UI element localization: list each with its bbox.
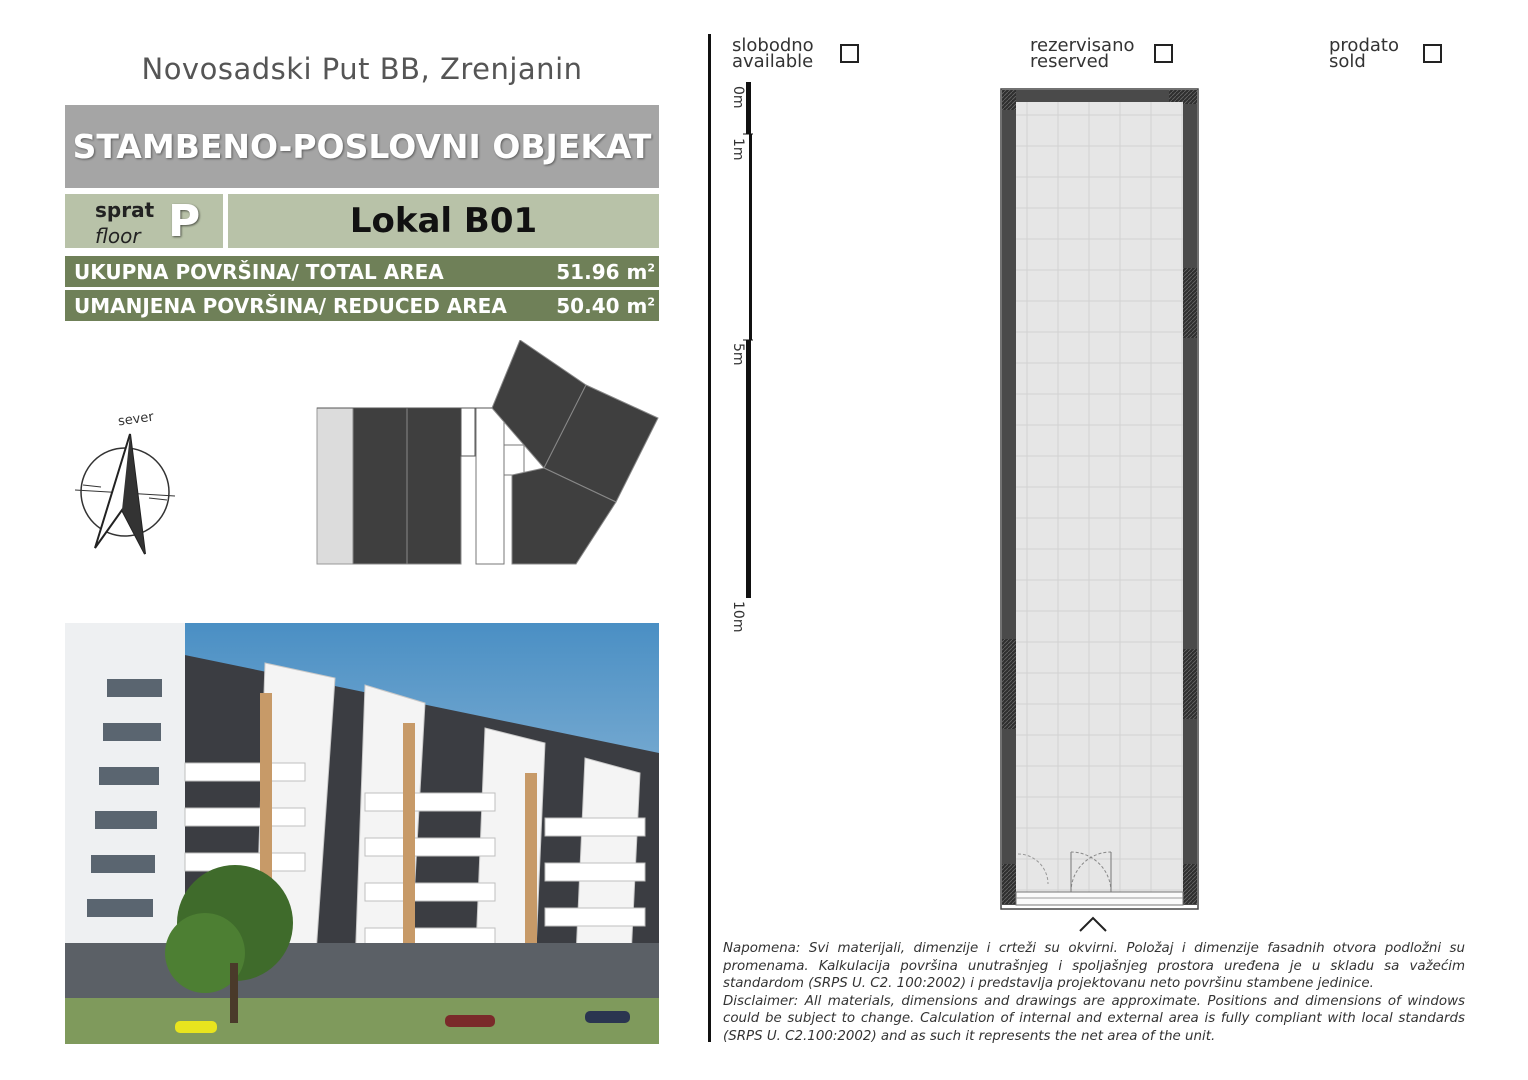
unit-floor-plan bbox=[996, 84, 1206, 912]
address: Novosadski Put BB, Zrenjanin bbox=[141, 52, 583, 86]
legend-available[interactable] bbox=[732, 35, 814, 72]
area-unit-sup: 2 bbox=[647, 294, 655, 308]
floor-label-sr: sprat bbox=[95, 198, 155, 222]
scale-label-1: 1m bbox=[730, 138, 746, 161]
scale-label-10: 10m bbox=[730, 601, 746, 633]
key-plan bbox=[316, 340, 661, 568]
reserved-checkbox[interactable] bbox=[1154, 44, 1173, 63]
reduced-area-row bbox=[65, 290, 659, 321]
available-checkbox[interactable] bbox=[840, 44, 859, 63]
area-unit-sup: 2 bbox=[647, 260, 655, 274]
total-area-label: UKUPNA POVRŠINA/ TOTAL AREA bbox=[74, 259, 444, 284]
unit-name: Lokal B01 bbox=[228, 194, 659, 248]
compass-label: sever bbox=[117, 409, 155, 430]
legend-reserved[interactable] bbox=[1030, 35, 1135, 72]
legend-available-en: available bbox=[732, 51, 814, 72]
reduced-area-value-wrap bbox=[556, 294, 655, 318]
reduced-area-value: 50.40 m bbox=[556, 293, 648, 318]
total-area-value: 51.96 m bbox=[556, 259, 648, 284]
compass-icon bbox=[75, 430, 185, 560]
scale-label-0: 0m bbox=[730, 86, 746, 109]
napomena-text: Svi materijali, dimenzije i crteži su okvirni. Položaj i dimenzije fasadnih otvora podložni su promenama. Kalkulacija površina unutrašnjeg i spoljašnjeg prostora uređena je u skladu sa važećim standardom (SRPS U. C2. 100:2002) i predstavlja projektovanu neto površinu stambene jedinice. bbox=[723, 941, 1465, 991]
legend-sold-en: sold bbox=[1329, 51, 1366, 72]
legend-reserved-en: reserved bbox=[1030, 51, 1110, 72]
legend-available-sr: slobodno bbox=[732, 35, 814, 56]
total-area-row bbox=[65, 256, 659, 287]
building-type-banner: STAMBENO-POSLOVNI OBJEKAT bbox=[65, 105, 659, 188]
building-rendering bbox=[65, 623, 659, 1044]
legend-reserved-sr: rezervisano bbox=[1030, 35, 1135, 56]
legend-sold[interactable] bbox=[1329, 35, 1399, 72]
disclaimer-note bbox=[723, 940, 1465, 1045]
vertical-divider bbox=[708, 34, 711, 1042]
legend-sold-sr: prodato bbox=[1329, 35, 1399, 56]
scale-label-5: 5m bbox=[730, 343, 746, 366]
total-area-value-wrap bbox=[556, 260, 655, 284]
reduced-area-label: UMANJENA POVRŠINA/ REDUCED AREA bbox=[74, 293, 507, 318]
entrance-chevron-icon bbox=[1078, 915, 1108, 933]
sold-checkbox[interactable] bbox=[1423, 44, 1442, 63]
floor-value: P bbox=[168, 196, 201, 247]
disclaimer-text: Disclaimer: All materials, dimensions and drawings are approximate. Positions and dimensions of windows could be subject to change. Calculation of internal and external area is fully compliant with local standards (SRPS U. C2.100:2002) and as such it represents the net area of the unit. bbox=[723, 993, 1465, 1044]
napomena-label: Napomena: bbox=[723, 941, 801, 956]
floor-label-en: floor bbox=[95, 224, 141, 248]
